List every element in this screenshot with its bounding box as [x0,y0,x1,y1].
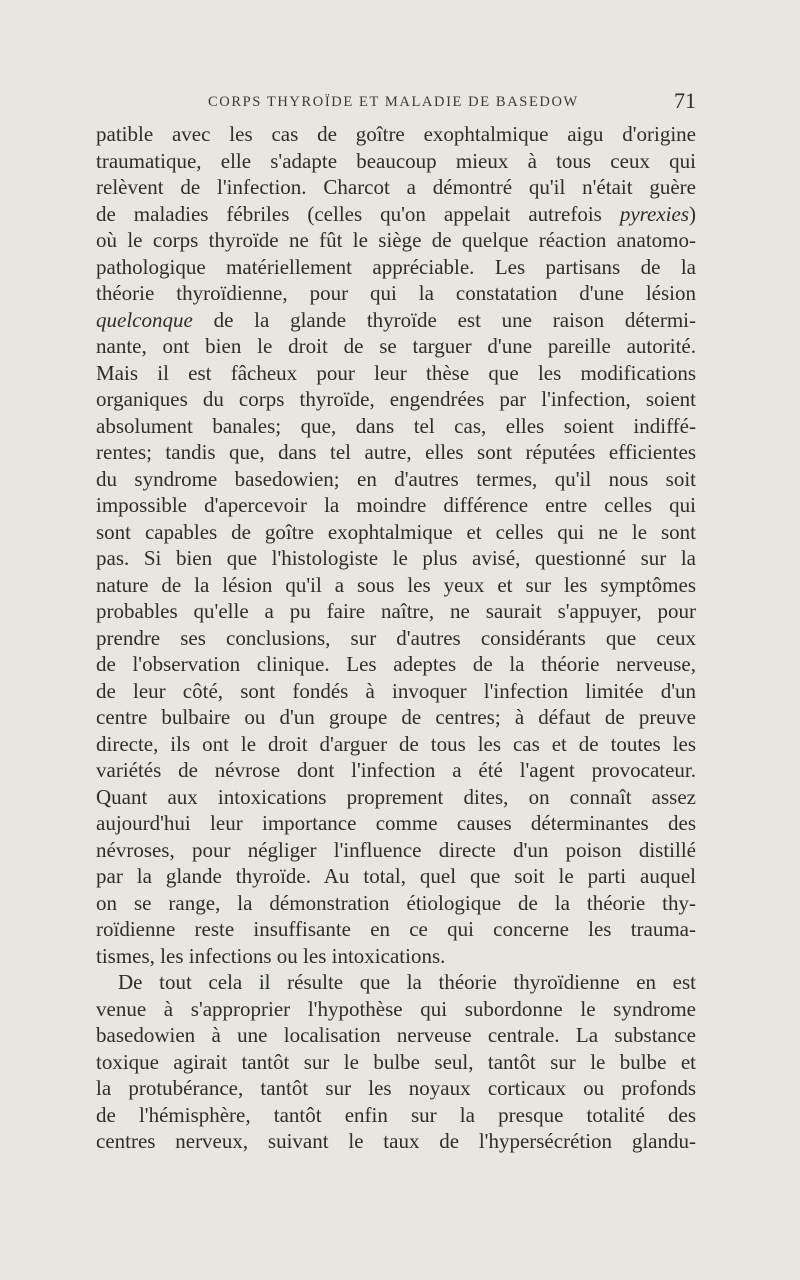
text-line: toxique agirait tantôt sur le bulbe seul, tantôt sur le bulbe et [96,1049,696,1074]
text-line: basedowien à une localisation nerveuse centrale. La substance [96,1023,696,1047]
text-line: prendre ses conclusions, sur d'autres considérants que ceux [96,625,696,650]
text-segment: de maladies fébriles (celles qu'on appelait autrefois [96,201,620,226]
text-line [96,201,696,228]
text-line [96,307,696,334]
text-line: De tout cela il résulte que la théorie thyroïdienne en est [118,970,696,994]
text-line: la protubérance, tantôt sur les noyaux corticaux ou profonds [96,1076,696,1100]
text-line: venue à s'approprier l'hypothèse qui subordonne le syndrome [96,996,696,1021]
text-line: névroses, pour négliger l'influence directe d'un poison distillé [96,837,696,862]
text-line: impossible d'apercevoir la moindre différence entre celles qui [96,493,696,517]
italic-term: quelconque [96,307,193,332]
text-line: sont capables de goître exophtalmique et celles qui ne le sont [96,519,696,544]
text-line: traumatique, elle s'adapte beaucoup mieux à tous ceux qui [96,148,696,173]
text-line: par la glande thyroïde. Au total, quel que soit le parti auquel [96,864,696,888]
body-text [96,121,696,1155]
text-line: roïdienne reste insuffisante en ce qui concerne les trauma- [96,917,696,941]
text-line: nature de la lésion qu'il a sous les yeux et sur les symptômes [96,572,696,597]
text-line: on se range, la démonstration étiologique de la théorie thy- [96,890,696,915]
italic-term: pyrexies [619,201,689,226]
text-line: directe, ils ont le droit d'arguer de tous les cas et de toutes les [96,731,696,756]
text-line: rentes; tandis que, dans tel autre, elles sont réputées efficientes [96,440,696,464]
text-line: théorie thyroïdienne, pour qui la constatation d'une lésion [96,281,696,305]
text-line: relèvent de l'infection. Charcot a démontré qu'il n'était guère [96,175,696,199]
text-line: probables qu'elle a pu faire naître, ne saurait s'appuyer, pour [96,599,696,623]
page-number: 71 [674,88,696,113]
text-line: nante, ont bien le droit de se targuer d'une pareille autorité. [96,334,696,358]
text-line: de l'hémisphère, tantôt enfin sur la presque totalité des [96,1102,696,1127]
text-line: du syndrome basedowien; en d'autres termes, qu'il nous soit [96,466,696,491]
running-head [96,88,696,118]
running-title: CORPS THYROÏDE ET MALADIE DE BASEDOW [208,94,579,110]
text-line: de leur côté, sont fondés à invoquer l'infection limitée d'un [96,678,696,703]
text-segment: ) [689,201,696,226]
text-line: Quant aux intoxications proprement dites, on connaît assez [96,784,696,809]
text-line: aujourd'hui leur importance comme causes déterminantes des [96,811,696,835]
text-line: où le corps thyroïde ne fût le siège de quelque réaction anatomo- [96,228,696,252]
text-line: patible avec les cas de goître exophtalmique aigu d'origine [96,122,696,146]
text-line: pathologique matériellement appréciable. Les partisans de la [96,254,696,279]
text-line: de l'observation clinique. Les adeptes de la théorie nerveuse, [96,652,696,676]
text-line: pas. Si bien que l'histologiste le plus avisé, questionné sur la [96,546,696,570]
text-line: centre bulbaire ou d'un groupe de centres; à défaut de preuve [96,705,696,729]
text-line: absolument banales; que, dans tel cas, elles soient indiffé- [96,413,696,438]
text-segment: de la glande thyroïde est une raison détermi- [192,307,696,332]
text-line: Mais il est fâcheux pour leur thèse que les modifications [96,360,696,385]
text-line: variétés de névrose dont l'infection a été l'agent provocateur. [96,758,696,782]
text-line: centres nerveux, suivant le taux de l'hypersécrétion glandu- [96,1129,696,1153]
text-line: organiques du corps thyroïde, engendrées par l'infection, soient [96,387,696,411]
text-line: tismes, les infections ou les intoxications. [96,943,446,968]
